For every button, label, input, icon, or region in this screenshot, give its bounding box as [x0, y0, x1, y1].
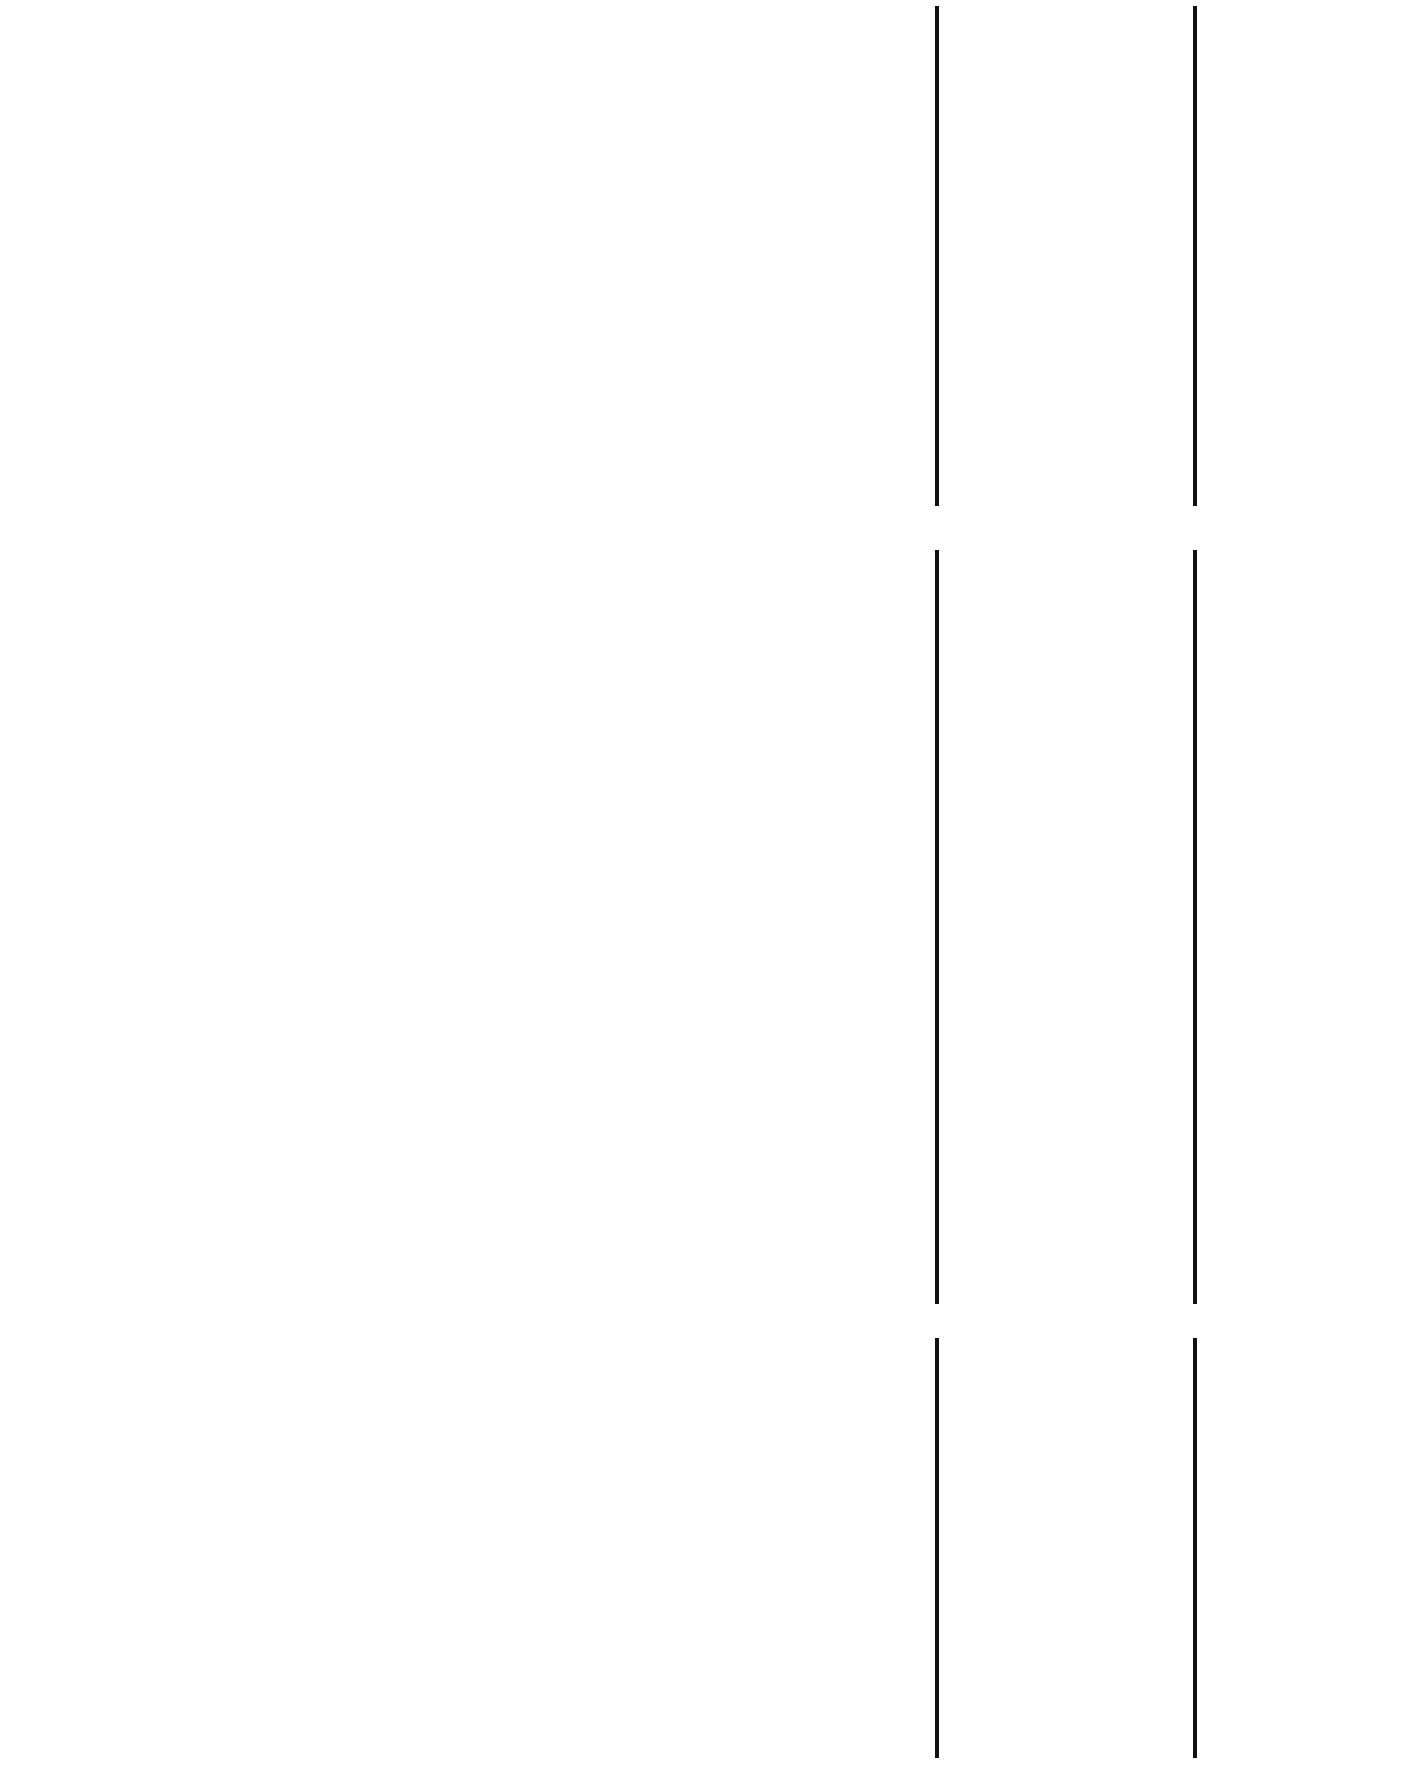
column-divider	[935, 6, 939, 506]
header-nm	[710, 4, 910, 44]
column-divider	[1193, 6, 1197, 506]
column-divider	[1193, 550, 1197, 1304]
header-lbft	[965, 4, 1165, 44]
column-divider	[1193, 1338, 1197, 1758]
column-divider	[935, 550, 939, 1304]
header-lbin	[1225, 4, 1408, 44]
column-divider	[935, 1338, 939, 1758]
